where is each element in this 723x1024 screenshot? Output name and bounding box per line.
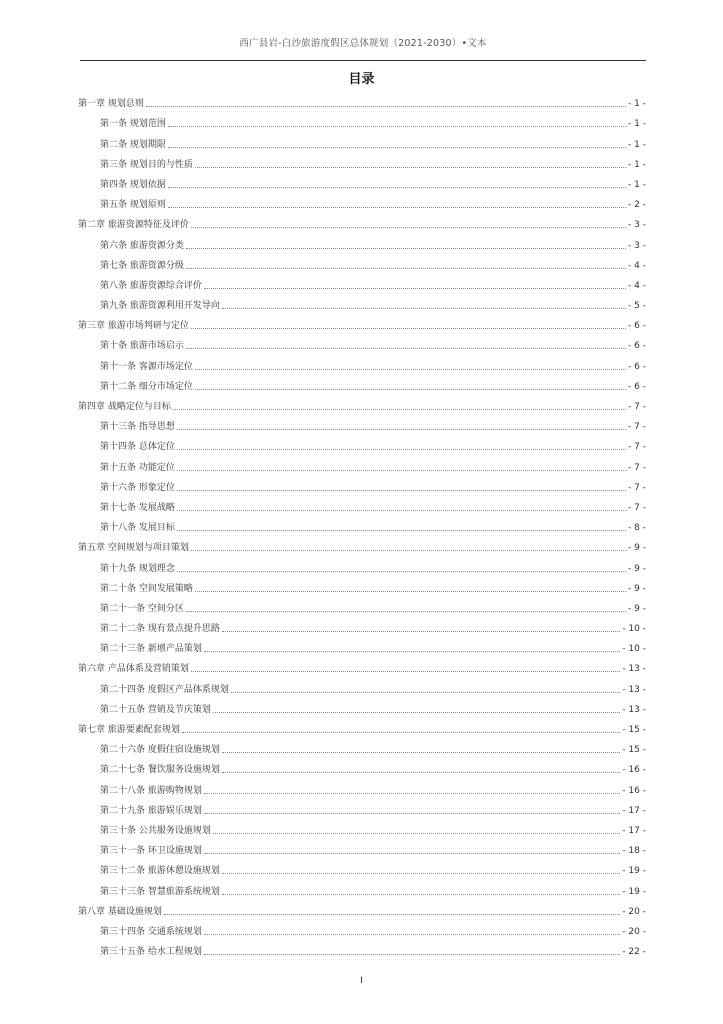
toc-entry-page: - 7 -: [628, 482, 646, 493]
toc-article-entry[interactable]: [78, 474, 646, 494]
toc-dot-leader: [195, 167, 626, 168]
toc-entry-label: 第三十二条 旅游休憩设施规划: [100, 866, 220, 877]
toc-dot-leader: [168, 126, 626, 127]
toc-dot-leader: [177, 571, 626, 572]
toc-entry-label: 第二十九条 旅游娱乐规划: [100, 805, 202, 816]
toc-dot-leader: [204, 793, 620, 794]
toc-entry-label: 第二十五条 营销及节庆策划: [100, 704, 211, 715]
toc-entry-label: 第三十条 公共服务设施规划: [100, 825, 211, 836]
toc-dot-leader: [204, 651, 620, 652]
toc-dot-leader: [195, 591, 626, 592]
toc-entry-label: 第一条 规划范围: [100, 119, 166, 130]
toc-dot-leader: [173, 409, 626, 410]
toc-entry-page: - 6 -: [628, 341, 646, 352]
toc-entry-page: - 19 -: [622, 866, 646, 877]
toc-entry-label: 第四章 战略定位与目标: [78, 402, 171, 412]
toc-chapter-entry[interactable]: [78, 534, 646, 554]
toc-entry-label: 第十七条 发展战略: [100, 502, 175, 513]
toc-entry-page: - 20 -: [622, 906, 646, 917]
toc-chapter-entry[interactable]: [78, 90, 646, 110]
toc-entry-page: - 10 -: [622, 624, 646, 635]
toc-entry-page: - 9 -: [628, 563, 646, 574]
toc-article-entry[interactable]: [78, 817, 646, 837]
toc-entry-page: - 17 -: [622, 825, 646, 836]
toc-entry-label: 第七章 旅游要素配套规划: [78, 725, 180, 735]
toc-article-entry[interactable]: [78, 736, 646, 756]
toc-entry-label: 第十二条 细分市场定位: [100, 381, 193, 392]
toc-article-entry[interactable]: [78, 756, 646, 776]
toc-dot-leader: [222, 772, 620, 773]
toc-entry-label: 第三章 旅游市场判研与定位: [78, 321, 189, 332]
toc-entry-label: 第四条 规划依据: [100, 179, 166, 190]
toc-article-entry[interactable]: [78, 938, 646, 958]
toc-entry-page: - 20 -: [622, 926, 646, 937]
toc-article-entry[interactable]: [78, 171, 646, 191]
toc-dot-leader: [222, 873, 620, 874]
toc-entry-page: - 15 -: [622, 745, 646, 756]
toc-entry-page: - 1 -: [628, 159, 646, 170]
toc-article-entry[interactable]: [78, 675, 646, 695]
toc-dot-leader: [164, 914, 620, 915]
toc-dot-leader: [146, 106, 626, 107]
toc-article-entry[interactable]: [78, 837, 646, 857]
toc-dot-leader: [204, 954, 620, 955]
toc-entry-label: 第五条 规划原则: [100, 200, 166, 211]
toc-article-entry[interactable]: [78, 272, 646, 292]
toc-dot-leader: [191, 671, 620, 672]
toc-entry-page: - 13 -: [622, 704, 646, 715]
toc-dot-leader: [213, 712, 620, 713]
toc-entry-label: 第十条 旅游市场启示: [100, 341, 184, 352]
toc-article-entry[interactable]: [78, 373, 646, 393]
toc-entry-label: 第八章 基础设施规划: [78, 906, 162, 917]
toc-entry-label: 第六条 旅游资源分类: [100, 240, 184, 251]
toc-entry-page: - 13 -: [622, 664, 646, 675]
toc-entry-page: - 7 -: [628, 422, 646, 433]
toc-title: 目录: [348, 72, 375, 87]
toc-dot-leader: [191, 550, 626, 551]
toc-entry-label: 第二十七条 餐饮服务设施规划: [100, 765, 220, 776]
toc-article-entry[interactable]: [78, 413, 646, 433]
toc-article-entry[interactable]: [78, 595, 646, 615]
toc-entry-page: - 16 -: [622, 765, 646, 776]
toc-entry-page: - 13 -: [622, 684, 646, 695]
toc-chapter-entry[interactable]: [78, 898, 646, 918]
toc-entry-label: 第三条 规划目的与性质: [100, 159, 193, 170]
toc-entry-label: 第二十四条 度假区产品体系规划: [100, 684, 229, 695]
header-divider: [80, 60, 646, 61]
toc-dot-leader: [204, 813, 620, 814]
toc-chapter-entry[interactable]: [78, 716, 646, 736]
toc-chapter-entry[interactable]: [78, 655, 646, 675]
toc-article-entry[interactable]: [78, 252, 646, 272]
toc-article-entry[interactable]: [78, 130, 646, 150]
toc-entry-page: - 1 -: [628, 139, 646, 150]
toc-entry-page: - 6 -: [628, 361, 646, 372]
toc-entry-page: - 3 -: [628, 220, 646, 231]
toc-entry-page: - 6 -: [628, 381, 646, 392]
toc-article-entry[interactable]: [78, 615, 646, 635]
toc-entry-page: - 1 -: [628, 99, 646, 110]
toc-entry-label: 第一章 规划总则: [78, 99, 144, 110]
toc-entry-page: - 4 -: [628, 280, 646, 291]
toc-entry-page: - 9 -: [628, 543, 646, 554]
toc-article-entry[interactable]: [78, 191, 646, 211]
toc-entry-label: 第十八条 发展目标: [100, 523, 175, 534]
toc-dot-leader: [186, 268, 626, 269]
toc-chapter-entry[interactable]: [78, 211, 646, 231]
toc-entry-label: 第十一条 客源市场定位: [100, 361, 193, 372]
toc-dot-leader: [177, 530, 626, 531]
toc-dot-leader: [168, 207, 626, 208]
toc-article-entry[interactable]: [78, 575, 646, 595]
toc-entry-page: - 9 -: [628, 583, 646, 594]
toc-dot-leader: [195, 389, 626, 390]
toc-dot-leader: [182, 732, 620, 733]
toc-dot-leader: [204, 288, 626, 289]
toc-chapter-entry[interactable]: [78, 393, 646, 413]
toc-entry-label: 第五章 空间规划与项目策划: [78, 543, 189, 554]
toc-article-entry[interactable]: [78, 635, 646, 655]
toc-entry-page: - 1 -: [628, 119, 646, 130]
toc-entry-page: - 16 -: [622, 785, 646, 796]
toc-article-entry[interactable]: [78, 918, 646, 938]
toc-entry-label: 第七条 旅游资源分级: [100, 260, 184, 271]
toc-entry-label: 第二十条 空间发展策略: [100, 583, 193, 594]
toc-entry-label: 第六章 产品体系及营销策划: [78, 664, 189, 675]
toc-entry-page: - 8 -: [628, 523, 646, 534]
toc-entry-page: - 9 -: [628, 603, 646, 614]
toc-dot-leader: [191, 227, 626, 228]
toc-entry-label: 第二条 规划期限: [100, 139, 166, 150]
toc-entry-page: - 4 -: [628, 260, 646, 271]
toc-article-entry[interactable]: [78, 292, 646, 312]
toc-article-entry[interactable]: [78, 554, 646, 574]
toc-dot-leader: [222, 631, 620, 632]
toc-entry-label: 第二十一条 空间分区: [100, 603, 184, 614]
toc-article-entry[interactable]: [78, 453, 646, 473]
toc-article-entry[interactable]: [78, 352, 646, 372]
toc-entry-page: - 18 -: [622, 846, 646, 857]
toc-dot-leader: [204, 934, 620, 935]
toc-entry-page: - 22 -: [622, 947, 646, 958]
toc-article-entry[interactable]: [78, 857, 646, 877]
toc-dot-leader: [177, 429, 626, 430]
toc-article-entry[interactable]: [78, 696, 646, 716]
toc-article-entry[interactable]: [78, 231, 646, 251]
toc-entry-page: - 17 -: [622, 805, 646, 816]
toc-entry-page: - 1 -: [628, 179, 646, 190]
table-of-contents: [78, 90, 646, 958]
toc-dot-leader: [177, 470, 626, 471]
toc-entry-label: 第十五条 功能定位: [100, 462, 175, 473]
toc-dot-leader: [222, 752, 620, 753]
toc-entry-page: - 7 -: [628, 502, 646, 513]
toc-dot-leader: [168, 187, 626, 188]
toc-entry-page: - 19 -: [622, 886, 646, 897]
toc-entry-label: 第二十八条 旅游购物规划: [100, 785, 202, 796]
toc-article-entry[interactable]: [78, 776, 646, 796]
toc-entry-page: - 3 -: [628, 240, 646, 251]
toc-entry-label: 第二十二条 现有景点提升思路: [100, 624, 220, 635]
toc-entry-page: - 15 -: [622, 725, 646, 735]
toc-dot-leader: [191, 328, 626, 329]
toc-entry-label: 第十六条 形象定位: [100, 482, 175, 493]
toc-entry-label: 第八条 旅游资源综合评价: [100, 280, 202, 291]
toc-dot-leader: [231, 692, 620, 693]
toc-article-entry[interactable]: [78, 797, 646, 817]
running-header: 西广县岩-白沙旅游度假区总体规划（2021-2030）•文本: [239, 38, 487, 49]
toc-entry-label: 第三十五条 给水工程规划: [100, 947, 202, 958]
toc-entry-page: - 7 -: [628, 462, 646, 473]
toc-dot-leader: [222, 894, 620, 895]
toc-entry-label: 第九条 旅游资源利用开发导向: [100, 301, 220, 312]
toc-article-entry[interactable]: [78, 151, 646, 171]
toc-dot-leader: [186, 348, 626, 349]
toc-chapter-entry[interactable]: [78, 312, 646, 332]
toc-entry-page: - 6 -: [628, 321, 646, 332]
toc-entry-label: 第二章 旅游资源特征及评价: [78, 220, 189, 231]
toc-article-entry[interactable]: [78, 514, 646, 534]
toc-entry-page: - 7 -: [628, 442, 646, 453]
toc-dot-leader: [177, 490, 626, 491]
toc-entry-page: - 2 -: [628, 200, 646, 211]
toc-entry-label: 第三十三条 智慧旅游系统规划: [100, 886, 220, 897]
toc-article-entry[interactable]: [78, 494, 646, 514]
toc-article-entry[interactable]: [78, 110, 646, 130]
toc-entry-label: 第三十一条 环卫设施规划: [100, 846, 202, 857]
toc-dot-leader: [168, 147, 626, 148]
toc-entry-label: 第十九条 规划理念: [100, 563, 175, 574]
toc-dot-leader: [186, 248, 626, 249]
toc-dot-leader: [213, 833, 620, 834]
toc-dot-leader: [222, 308, 626, 309]
toc-entry-page: - 10 -: [622, 644, 646, 655]
page-number: I: [360, 976, 363, 986]
toc-article-entry[interactable]: [78, 877, 646, 897]
toc-dot-leader: [186, 611, 626, 612]
toc-entry-label: 第十四条 总体定位: [100, 442, 175, 453]
toc-dot-leader: [195, 369, 626, 370]
toc-entry-label: 第三十四条 交通系统规划: [100, 926, 202, 937]
toc-article-entry[interactable]: [78, 433, 646, 453]
toc-entry-page: - 5 -: [628, 301, 646, 312]
toc-entry-label: 第二十六条 度假住宿设施规划: [100, 745, 220, 756]
toc-dot-leader: [177, 510, 626, 511]
toc-entry-page: - 7 -: [628, 402, 646, 412]
toc-dot-leader: [177, 449, 626, 450]
toc-article-entry[interactable]: [78, 332, 646, 352]
toc-entry-label: 第十三条 指导思想: [100, 422, 175, 433]
toc-entry-label: 第二十三条 新增产品策划: [100, 644, 202, 655]
toc-dot-leader: [204, 853, 620, 854]
